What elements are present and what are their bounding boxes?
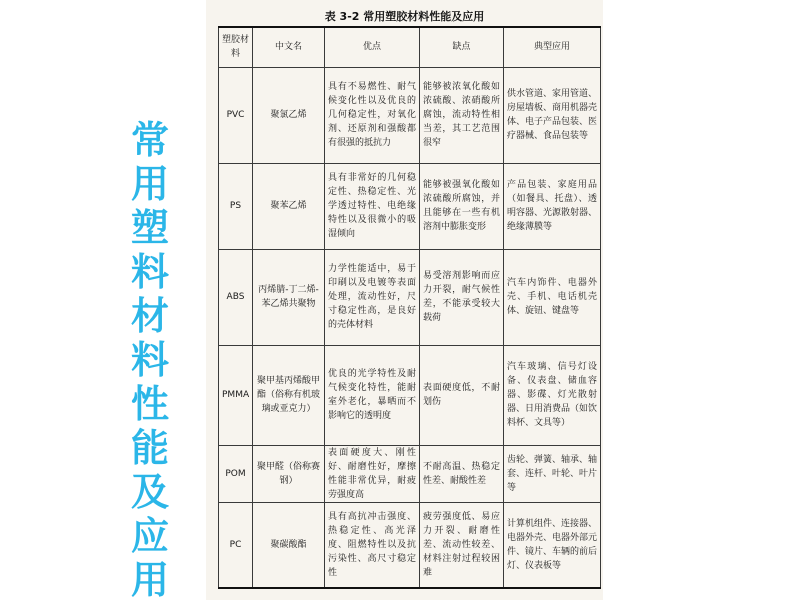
- cell-chinese-name: 聚碳酸酯: [253, 502, 325, 588]
- slide-title-char: 及: [130, 469, 169, 514]
- cell-disadvantages: 易受溶剂影响而应力开裂，耐气候性差，不能承受较大载荷: [420, 249, 504, 345]
- cell-material: PMMA: [219, 345, 253, 445]
- cell-applications: 产品包装、家庭用品（如餐具、托盘）、透明容器、光源散射器、绝缘薄膜等: [504, 163, 601, 249]
- header-advantages: 优点: [325, 27, 420, 67]
- cell-advantages: 具有不易燃性、耐气候变化性以及优良的几何稳定性，对氧化剂、还原剂和强酸都有很强的抵抗力: [325, 67, 420, 163]
- slide-title-char: 能: [130, 425, 169, 470]
- cell-material: PS: [219, 163, 253, 249]
- slide-title-char: 用: [130, 557, 169, 602]
- cell-advantages: 表面硬度大、刚性好、耐磨性好，摩擦性能非常优异，耐疲劳强度高: [325, 445, 420, 502]
- table-row: [219, 249, 601, 345]
- cell-disadvantages: 不耐高温、热稳定性差、耐酸性差: [420, 445, 504, 502]
- cell-disadvantages: 表面硬度低，不耐划伤: [420, 345, 504, 445]
- cell-chinese-name: 聚甲基丙烯酸甲酯（俗称有机玻璃或亚克力）: [253, 345, 325, 445]
- slide-title-char: 塑: [130, 205, 169, 250]
- cell-disadvantages: 能够被浓氧化酸如浓硫酸、浓硝酸所腐蚀，流动特性相当差，其工艺范围很窄: [420, 67, 504, 163]
- cell-material: ABS: [219, 249, 253, 345]
- slide-title-char: 料: [130, 249, 169, 294]
- cell-applications: 汽车内饰件、电器外壳、手机、电话机壳体、旋钮、键盘等: [504, 249, 601, 345]
- cell-chinese-name: 聚甲醛（俗称赛钢）: [253, 445, 325, 502]
- slide-title-char: 料: [130, 337, 169, 382]
- cell-disadvantages: 能够被强氧化酸如浓硫酸所腐蚀，并且能够在一些有机溶剂中膨胀变形: [420, 163, 504, 249]
- header-chinese-name: 中文名: [253, 27, 325, 67]
- table-row: [219, 445, 601, 502]
- cell-advantages: 具有高抗冲击强度、热稳定性、高光泽度、阻燃特性以及抗污染性、高尺寸稳定性: [325, 502, 420, 588]
- table-header-row: [219, 27, 601, 67]
- cell-chinese-name: 丙烯腈-丁二烯-苯乙烯共聚物: [253, 249, 325, 345]
- slide-title-char: 应: [130, 513, 169, 558]
- table-row: [219, 163, 601, 249]
- header-material: 塑胶材料: [219, 27, 253, 67]
- cell-material: PVC: [219, 67, 253, 163]
- header-applications: 典型应用: [504, 27, 601, 67]
- table-row: [219, 345, 601, 445]
- cell-material: PC: [219, 502, 253, 588]
- cell-applications: 供水管道、家用管道、房屋墙板、商用机器壳体、电子产品包装、医疗器械、食品包装等: [504, 67, 601, 163]
- header-disadvantages: 缺点: [420, 27, 504, 67]
- cell-applications: 汽车玻璃、信号灯设备、仪表盘、储血容器、影碟、灯光散射器、日用消费品（如饮料杯、文具等）: [504, 345, 601, 445]
- slide-title-char: 用: [130, 161, 169, 206]
- cell-advantages: 优良的光学特性及耐气候变化特性，能耐室外老化，暴晒而不影响它的透明度: [325, 345, 420, 445]
- table-row: [219, 67, 601, 163]
- cell-chinese-name: 聚苯乙烯: [253, 163, 325, 249]
- cell-applications: 齿轮、弹簧、轴承、轴套、连杆、叶轮、叶片等: [504, 445, 601, 502]
- slide-title-vertical: [122, 118, 178, 602]
- cell-advantages: 具有非常好的几何稳定性、热稳定性、光学透过特性、电绝缘特性以及很微小的吸湿倾向: [325, 163, 420, 249]
- cell-material: POM: [219, 445, 253, 502]
- cell-advantages: 力学性能适中，易于印刷以及电镀等表面处理，流动性好，尺寸稳定性高，是良好的壳体材料: [325, 249, 420, 345]
- slide-title-char: 材: [130, 293, 169, 338]
- slide-title-char: 常: [130, 117, 169, 162]
- plastics-properties-table: [218, 26, 601, 589]
- cell-applications: 计算机组件、连接器、电器外壳、电器外部元件、镜片、车辆的前后灯、仪表板等: [504, 502, 601, 588]
- table-row: [219, 502, 601, 588]
- slide-title-char: 性: [130, 381, 169, 426]
- cell-chinese-name: 聚氯乙烯: [253, 67, 325, 163]
- cell-disadvantages: 疲劳强度低、易应力开裂、耐磨性差、流动性较差、材料注射过程较困难: [420, 502, 504, 588]
- table-caption: 表 3-2 常用塑胶材料性能及应用: [324, 10, 485, 23]
